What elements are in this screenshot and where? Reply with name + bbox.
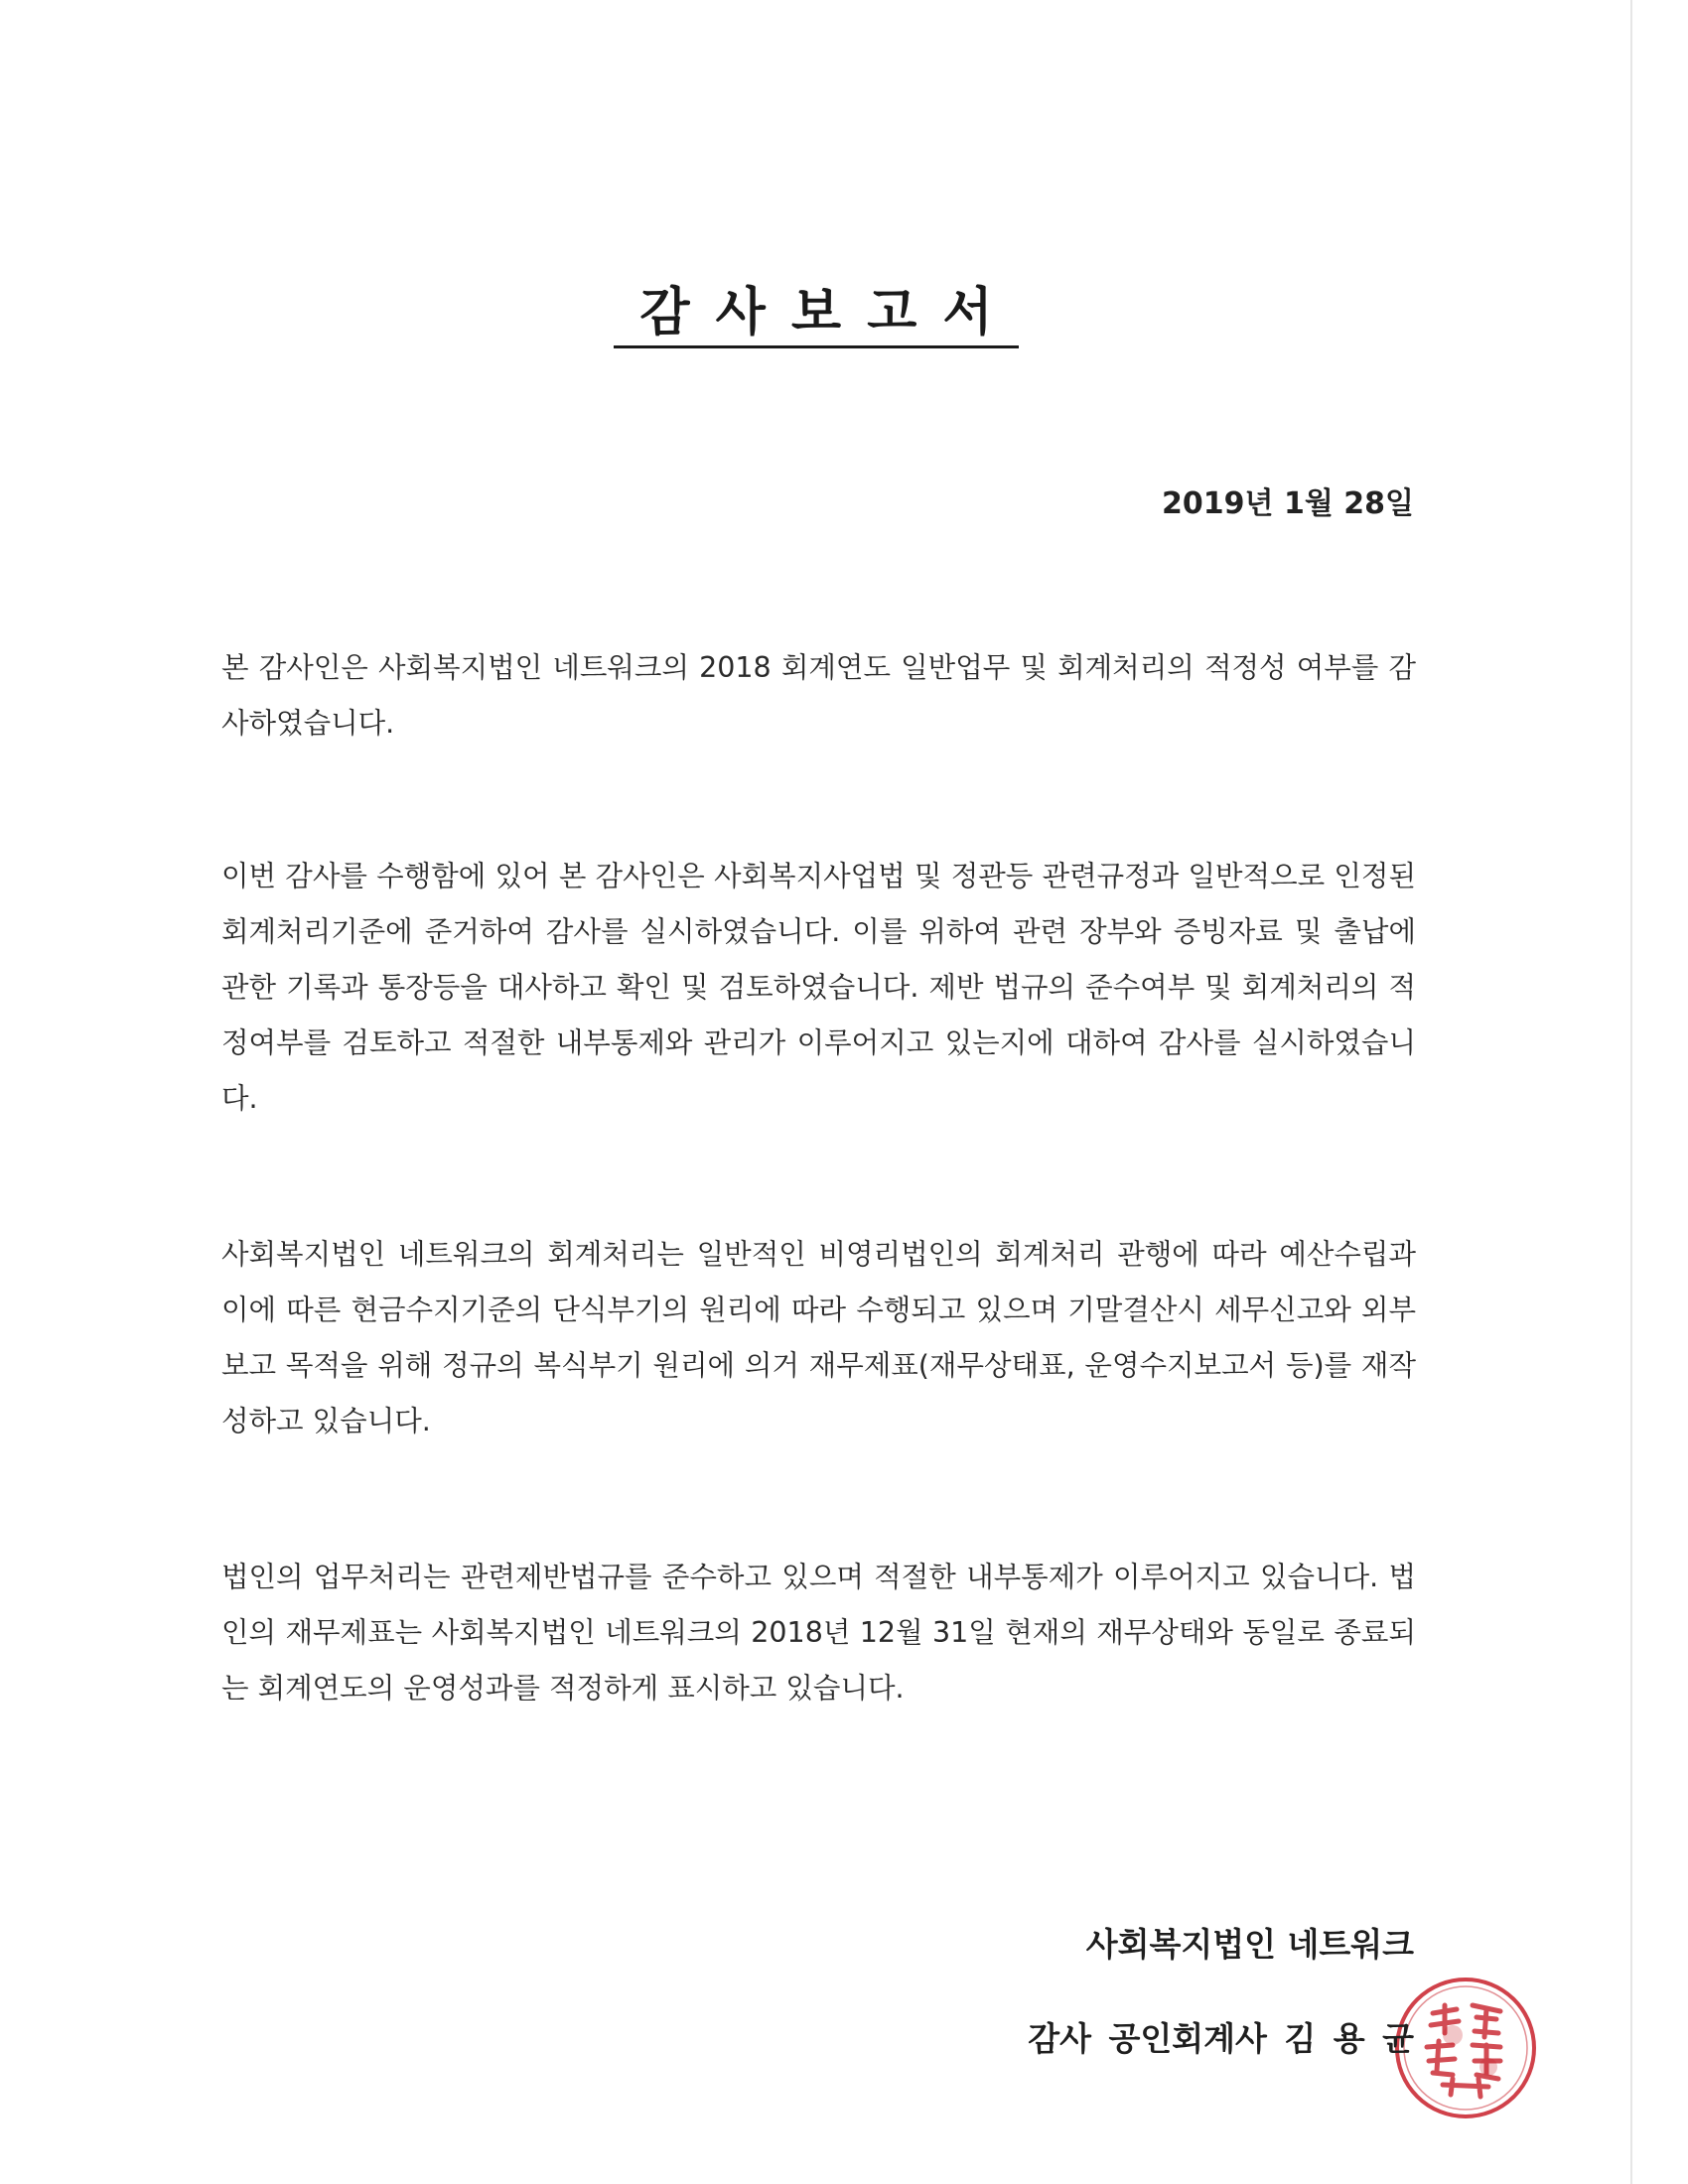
organization-name: 사회복지법인 네트워크 (1085, 1925, 1414, 1964)
paragraph-1: 본 감사인은 사회복지법인 네트워크의 2018 회계연도 일반업무 및 회계처리의 적정성 여부를 감사하였습니다. (221, 651, 1416, 740)
title-text: 감사보고서 (614, 280, 1018, 348)
paragraph-4: 법인의 업무처리는 관련제반법규를 준수하고 있으며 적절한 내부통제가 이루어지고 있습니다. 법인의 재무제표는 사회복지법인 네트워크의 2018년 12월 31일 현재의 재무상태와 동일로 종료되는 회계연도의 운영성과를 적정하게 표시하고 있습니다. (221, 1561, 1416, 1705)
seal-stamp-icon (1393, 1976, 1538, 2120)
auditor-signature-line: 감사 공인회계사 김 용 균 (1028, 2019, 1414, 2058)
paragraph-3: 사회복지법인 네트워크의 회계처리는 일반적인 비영리법인의 회계처리 관행에 따라 예산수립과 이에 따른 현금수지기준의 단식부기의 원리에 따라 수행되고 있으며 기말결산시 세무신고와 외부보고 목적을 위해 정규의 복식부기 원리에 의거 재무제표(재무상태표, 운영수지보고서 등)를 재작성하고 있습니다. (221, 1238, 1416, 1437)
paragraph-2: 이번 감사를 수행함에 있어 본 감사인은 사회복지사업법 및 정관등 관련규정과 일반적으로 인정된 회계처리기준에 준거하여 감사를 실시하였습니다. 이를 위하여 관련 장부와 증빙자료 및 출납에 관한 기록과 통장등을 대사하고 확인 및 검토하였습니다. 제반 법규의 준수여부 및 회계처리의 적정여부를 검토하고 적절한 내부통제와 관리가 이루어지고 있는지에 대하여 감사를 실시하였습니다. (221, 860, 1416, 1115)
report-date: 2019년 1월 28일 (1162, 486, 1414, 521)
page-title (0, 280, 1632, 348)
